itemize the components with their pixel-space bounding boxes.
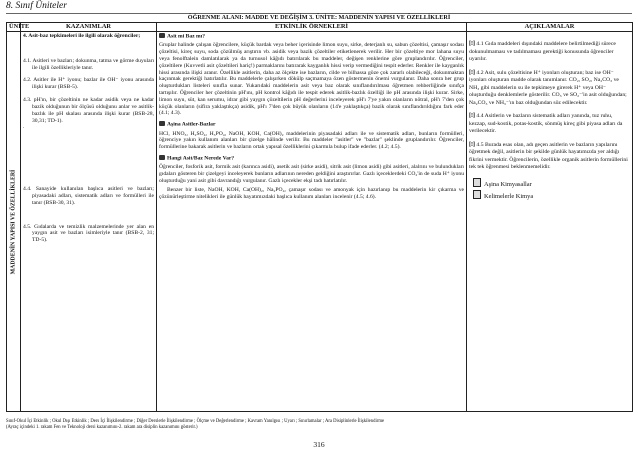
activity-3-body-2: Benzer bir liste, NaOH, KOH, Ca(OH)₂, Na₂PO₄, çamaşır sodası ve amonyak için hazırlanıp bu maddelerin kir çıkarma ve çözünürleştirme nitelikleri ile günlük hayatımızdaki başlıca kullanım alanları incelenir (4.5; 4.6). bbox=[159, 186, 464, 200]
table-header-row bbox=[7, 23, 633, 32]
activity-2-title: Aşina Asitler-Bazlar bbox=[167, 121, 216, 128]
col-header-aciklamalar: AÇIKLAMALAR bbox=[467, 23, 633, 32]
note-4-4: 4.4 Asitlerin ve bazların sistematik adları yanında, tuz ruhu, kezzap, sud-kostik, potas-kostik, sönmüş kireç gibi piyasa adları da verilecektir. bbox=[469, 113, 623, 135]
resource-link-2[interactable]: Kelimelerle Kimya bbox=[473, 190, 630, 201]
note-4-5: 4.5 Burada esas olan, adı geçen asitlerin ve bazların yapılarını öğretmek değil, asitlerin bir şekilde günlük hayatımızda yer aldığı fikrini vermektir. Öğrencilerin, özellikle organik asitlerin formüllerini tek tek öğrenmesi beklenmemelidir. bbox=[469, 141, 628, 171]
outcomes-cell bbox=[21, 32, 157, 412]
page-header-title: 8. Sınıf Üniteler bbox=[6, 1, 67, 11]
activity-1-body: Gruplar halinde çalışan öğrencilere, küçük bardak veya beher içerisinde limon suyu, sirke, deterjanlı su, sabun çözeltisi, çamaşır sodası çözeltisi, kireç suyu, soda çözülmüş arıştırın vb. asidik veya bazik çözeltiler etiketlenerek verilir. Her bir çözeltiye mor lahana suyu veya fenolftalein damlatılarak ya da turnusol kâğıdı batırılarak bu maddeler, değişen renklerine göre gruplandırılır. Öğrenciler, çözeltilere (Kuvvetli asit çözeltileri hariç!) parmaklarını batırarak kayganlık hissi verip vermediğini tespit ederler. Renkler ile kayganlık hissi arasında ilişki aranır. Özellikle asitlerin, daha az ölçekte ise bazların, cilde ve bilhassa göze çok zararlı olabileceği, dokunmaktan kaçınmak gerektiği hatırlatılır. Bu maddelerle çalışırken dökülp saçmamaya özen göstermenin önemi vurgulanır. Daha sonra her grup oluşturdukları listeleri sınıfla sunar. Yukarıdaki maddelerin asit veya baz olarak sınıflandırılması öğretmen rehberliğinde sınıfça tartışılır. Öğrenciler her çözeltinin pH'ını, pH kontrol kâğıdı ile tespit ederek asitlik-bazlık özelliği ile pH arasında ilişki kurar. Sirke, limon suyu, süt, kan serumu, idrar gibi yaygın çözeltilerin pH değerlerini inceleyerek pH'ı 7'ye yakın olanların nötral, pH'ı 7'den çok küçük olanların (sifira yaklaştıkça) asidik, pH'ı 7'den çok büyük olanların (14'e yaklaştıkça) bazik olarak sınıflandırıldığını fark eder (4.1; 4.3). bbox=[159, 42, 464, 117]
col-header-unite: ÜNİTE bbox=[7, 23, 21, 32]
outcome-4-1: 4.1. Asitleri ve bazları; dokunma, tatma ve görme duyuları ile ilgili özellikleriyle tanır. bbox=[23, 57, 154, 71]
outcome-4-3: 4.3. pH'ın, bir çözeltinin ne kadar asidik veya ne kadar bazik olduğunun bir ölçüsü olduğunu anlar ve asitlik-bazlık ile pH skalası arasında ilişki kurar (BSB-28, 30,31; TD-1). bbox=[23, 97, 154, 124]
activity-3-title: Hangi Asit/Baz Nerede Var? bbox=[167, 155, 235, 162]
table-body-row bbox=[7, 32, 633, 412]
legend-symbols: Sınıf-Okul İçi Etkinlik ; Okul Dışı Etkinlik ; Ders İçi İlişkilendirme ; Diğer Derslerle İlişkilendirme ; Ölçme ve Değerlendirme ; Kavram Yanılgısı ; Uyarı ; Sınırlamalar ; Ara Disiplinlerle İlişkilendirme bbox=[6, 419, 385, 424]
resource-link-1[interactable]: Aşina Kimyasallar bbox=[473, 178, 630, 189]
page-number: 316 bbox=[313, 440, 325, 449]
outcome-4-4: 4.4. Sanayide kullanılan başlıca asitleri ve bazları; piyasadaki adları, sistematik adları ve formülleri ile tanır (BSB-30, 31). bbox=[23, 186, 154, 206]
classroom-activity-icon bbox=[159, 33, 165, 38]
warning-icon: [!] bbox=[469, 69, 475, 76]
curriculum-table bbox=[6, 22, 633, 412]
activity-1-title: Asit mi Baz mı? bbox=[167, 33, 206, 40]
note-4-1: 4.1 Gıda maddeleri dışındaki maddelere belirtilmediği sürece dokunulmaması ve tadılmaması gerektiği konusunda öğrenciler uyarılır. bbox=[469, 41, 616, 63]
col-header-kazanimlar: KAZANIMLAR bbox=[21, 23, 157, 32]
book-icon bbox=[473, 190, 481, 199]
resource-links bbox=[469, 178, 630, 202]
outcome-4-5: 4.5. Gıdalarda ve temizlik malzemelerinde yer alan en yaygın asit ve bazları isimleriyle tanır (BSB-2, 31; TD-5). bbox=[23, 223, 154, 244]
warning-icon: [!] bbox=[469, 41, 475, 47]
activity-2-body: HCl, HNO₃, H₂SO₄, H₃PO₄, NaOH, KOH, Ca(OH)₂ maddelerinin piyasadaki adları ile ve sistematik adları, bunların formülleri, öğrenciye yakın kullanım alanları bir çizelge hâlinde verilir. Bu maddeler "asitler" ve "bazlar" şeklinde gruplandırılır. Öğrenciler, formüllerine bakarak asitlerin ve bazların ortak yapısal özelliklerini çıkarmıla bulup ifade ederler. (4.2; 4.5). bbox=[159, 130, 464, 151]
unit-header: ÖĞRENME ALANI: MADDE VE DEĞİŞİM 3. ÜNİTE: MADDENİN YAPISI VE ÖZELLİKLERİ bbox=[187, 14, 451, 21]
classroom-activity-icon bbox=[159, 121, 165, 126]
warning-icon: [!] bbox=[469, 141, 475, 148]
warning-icon: [!] bbox=[469, 113, 475, 120]
classroom-activity-icon bbox=[159, 155, 165, 160]
notes-cell bbox=[467, 32, 633, 412]
activities-cell bbox=[157, 32, 467, 412]
unit-name-vertical: MADDENİN YAPISI VE ÖZELLİKLERİ bbox=[9, 169, 16, 274]
unit-cell bbox=[7, 32, 21, 412]
outcome-group-title: 4. Asit-baz tepkimeleri ile ilgili olarak öğrenciler; bbox=[23, 33, 141, 39]
outcome-dot: . bbox=[23, 124, 25, 131]
legend-note: (Ayraç içindeki 1. rakam Fen ve Teknoloji dersi kazanımını-2. rakam ara disiplin kazanımını gösterir.) bbox=[6, 425, 198, 431]
legend bbox=[6, 419, 632, 431]
note-4-2: 4.2 Asit, sulu çözeltisine H⁺ iyonları oluşturan; baz ise OH⁻ iyonları oluşturan madde olarak tanımlanır. CO₂, SO₂, Na₂CO₃ ve NH₃ gibi maddelerin su ile tepkimeye girerek H⁺ veya OH⁻ oluşturduğu denklemlerle gösterilir. CO₃ ve SO₂⁻'in asit olduğundan; Na₂CO₃ ve NH₃⁻'ın baz olduğundan söz edilecektir. bbox=[469, 69, 627, 106]
outcome-4-2: 4.2. Asitler ile H⁺ iyonu; bazlar ile OH⁻ iyonu arasında ilişki kurar (BSB-5). bbox=[23, 77, 154, 91]
activity-3-body-1: Öğrenciler, fosforik asit, formik asit (karınca asidi), asetik asit (sirke asidi), sitrik asit (limon asidi) gibi asitleri, alalrını ve bulundukları gıdaları gösteren bir çizelgeyi inceleyerek bunların adlarının nereden geldiğini araştırırlar. Gazlı içeceklerdeki CO₂'in de suda H⁺ iyonu oluşturduğu yani asit gibi davrandığı vurgulanır. Gazlı içecekler ekşi tadı hatırlatılır. bbox=[159, 164, 464, 184]
book-icon bbox=[473, 178, 481, 187]
col-header-etkinlik: ETKİNLİK ÖRNEKLERİ bbox=[157, 23, 467, 32]
